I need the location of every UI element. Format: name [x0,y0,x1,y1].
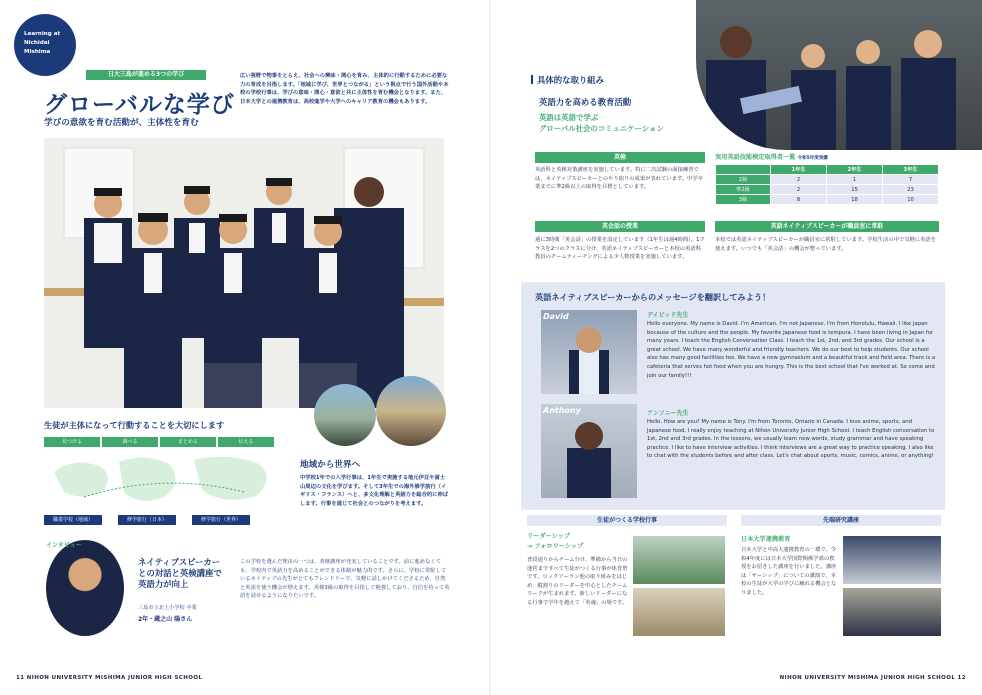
interview-title [138,557,222,590]
grade-cell: 3級 [716,195,771,205]
cert-header-cell: 1年生 [771,165,827,175]
cert-header-cell: 2年生 [827,165,883,175]
section-title-text: 具体的な取り組み [537,75,604,85]
count-cell: 8 [771,195,827,205]
count-cell: 23 [882,185,938,195]
speaker-name-david: デイビッド先生 [647,312,689,319]
interview-name: 2年・蔵之山 陽さん [138,616,193,623]
events-sub-3: フォロワーシップ [534,543,584,550]
david-illustration [541,310,637,394]
cert-table-title-text: 実用英語技能検定取得者一覧 [715,154,796,161]
step-4: 伝える [218,437,274,447]
flow-1: 職業学校（地域） [44,515,102,525]
step-flow [44,437,274,447]
speaker-text-anthony: Hello. How are you? My name is Tony. I'm from Toronto, Ontario in Canada. I love anime, sports, and Japanese food. I really enjoy teaching at Nihon University Junior High School. I teach English conversation to 1st, 2nd and 3rd grades. In the lessons, we usually learn new words, study grammar and have speaking practice. I like to have interview activities. I think interviews are a great way to practice speaking. I also like to chat with the students before and after class. Let's chat about sports, music, comics, anime, or anything! [647,419,935,460]
speaker-photo-anthony [541,404,637,498]
region-title: 地域から世界へ [300,460,361,470]
box2-text: 週に3時間「英会話」の授業を設定しています（1年生は週4時間）。1クラスを2つのクラスに分け、英語ネイティブスピーカーと本校の英語科教員のチームティーチングによる少人数授業を実施しています。 [535,237,705,261]
events-sub-2 [527,542,583,552]
message-title: 英語ネイティブスピーカーからのメッセージを翻訳してみよう！ [535,292,771,302]
section-bar [531,75,533,84]
table-row [716,175,939,185]
advanced-text: 日本大学と中高大連携教育の一環で、令和4年度には日本大学国際関係学部の教授をお招きした講座を行いました。講座は「サーシップ」についての講演で、本校の生徒が大学の学びに触れる機会となりました。 [741,547,837,596]
interview-school: 三島市立北上小学校 卒業 [138,605,197,611]
events-sub [527,532,583,552]
teacher-photo-illustration [696,0,982,150]
flow-3: 修学旅行（世界） [192,515,250,525]
interview-text: この学校を選んだ理由の一つは、英検講座が充実していることです。前に進めなくても、学校内で英語力を高めることができる体制が魅力的です。さらに、学校に常駐しているネイティブの先生がとてもフレンドリーで、気軽に話しかけてくださるため、自然と英語を使う機会が増えます。英検3級の取得を目指して勉強しており、自信を持って英語を話せるようになりたいです。 [240,559,450,600]
grade-cell: 2級 [716,175,771,185]
count-cell: 18 [827,195,883,205]
table-row [716,195,939,205]
speaker-tag-anthony: Anthony [543,406,581,415]
step-2: 調べる [102,437,158,447]
count-cell: 1 [827,175,883,185]
world-map-graphic [44,452,284,510]
cert-table-note: 令和5年度実績 [797,156,828,161]
count-cell: 2 [771,185,827,195]
speaker-tag-david: David [543,312,569,321]
flow-2: 修学旅行（日本） [118,515,176,525]
step-3: まとめる [160,437,216,447]
table-row [716,185,939,195]
subheading [539,112,664,134]
arrow-icon: → [527,543,533,550]
section-title: 生徒が主体になって行動することを大切にします [44,420,225,430]
cert-table [715,164,939,205]
interview-tag: インタビュー [46,542,82,549]
heading: 英語力を高める教育活動 [539,97,632,107]
interview-photo [46,540,124,636]
box1-title: 英検 [535,152,705,163]
cert-header-cell [716,165,771,175]
grade-cell: 準2級 [716,185,771,195]
sports-day-photo-2 [633,588,725,636]
interview-title-3: 英語力が向上 [138,579,189,589]
trip-photo-1 [314,384,376,446]
badge-line-2: Nichidai [24,40,50,46]
advanced-sub: 日本大学連携教育 [741,536,791,543]
events-title: 生徒がつくる学校行事 [527,515,727,526]
cert-table-header [716,165,939,175]
sports-day-photo-1 [633,536,725,584]
intro-text: 広い視野で物事をとらえ、社会への興味・関心を育み、主体的に行動するために必要な力の育成を目指します。「地域に学び、世界とつながる」という視点で行う国外活動や本校の学校行事は、学びの意味・関心・意欲と共に主体性を育む機会となります。また、日本大学との連携教育は、高校進学や大学へのキャリア教育の機会もあります。 [240,73,449,105]
anthony-illustration [541,404,637,498]
page-title: グローバルな学び [44,92,235,118]
region-text: 中学校1年での入学行事は、1年生で実施する地元伊豆や富士山周辺の文化を学びます。そして3年生での海外修学旅行（イギリス・フランス）へと、多文化理解と英語力を総合的に伸ばします。行事を通じて社会とのつながりを考えます。 [300,475,449,507]
step-1: 見つける [44,437,100,447]
speaker-photo-david [541,310,637,394]
box2-title: 英会話の授業 [535,221,705,232]
lecture-photo-2 [843,588,941,636]
teacher-photo [696,0,982,150]
right-page [491,0,982,695]
cert-header-cell: 3年生 [882,165,938,175]
subheading-2: グローバル社会のコミュニケーション [539,124,664,133]
count-cell: 10 [882,195,938,205]
interview-title-2: との対話と英検講座で [138,568,222,578]
cert-table-title [715,152,828,161]
section-badge [14,14,76,76]
box3-text: 本校では英語ネイティブスピーカーが職員室に常駐しています。学校生活の中で気軽に英語を使えます。いつでも「英会話」の機会が整っています。 [715,237,936,252]
count-cell: 2 [771,175,827,185]
advanced-title: 先端研究講座 [741,515,941,526]
section-title [531,74,604,86]
kicker-label: 日大三島が進める3つの学び [86,70,206,80]
interview-title-1: ネイティブスピーカー [138,557,221,567]
box3-title: 英語ネイティブスピーカーが職員室に常駐 [715,221,939,232]
left-footer: 11 NIHON UNIVERSITY MISHIMA JUNIOR HIGH SCHOOL [16,675,203,681]
events-sub-1: リーダーシップ [527,533,571,540]
lecture-photo-1 [843,536,941,584]
badge-line-3: Mishima [24,49,51,55]
speaker-name-anthony: アンソニー先生 [647,410,689,417]
trip-photo-2 [376,376,446,446]
box1-text: 英語科と英検対策講座を実施しています。特に二次試験の面接練習では、ネイティブスピーカーとのやり取りの成果が表れています。中学卒業までに準2級以上の取得を目標としています。 [535,167,704,191]
events-text: 普段通りからチーム分け、準備から当日の運営まですべて生徒がつくる行事が体育祭です。ロックソーラン他の取り組みをはじめ、縦割りのリーダーを中心としたチームワークが生まれます。新しいリーダーになる行事で学年を越えて「英魂」の場です。 [527,557,628,606]
badge-line-1: Learning at [24,31,61,37]
speaker-text-david: Hello everyone. My name is David. I'm American. I'm not Japanese. I'm from Honolulu, Hawaii. I like Japan because of the culture and the people. My favorite Japanese food is tempura. I have been living in Japan for many years. I teach the English Conversation Class. I teach the 1st, 2nd, and 3rd grades. Our school is a great school. We have many wonderful and friendly teachers. We do our best to help students. Our school also has many good facilities too. We have a new gymnasium and a beautiful track and field area. There is a cafeteria that serves hot food when you are hungry. This is the best school that I've worked at. So come and join our family!!! [647,321,936,379]
page-subtitle: 学びの意欲を育む活動が、主体性を育む [44,118,199,128]
count-cell: 7 [882,175,938,185]
group-photo-illustration [44,138,444,408]
subheading-1: 英語は英語で学ぶ [539,113,599,122]
right-footer: NIHON UNIVERSITY MISHIMA JUNIOR HIGH SCHOOL 12 [779,675,966,681]
count-cell: 15 [827,185,883,195]
group-photo [44,138,444,408]
